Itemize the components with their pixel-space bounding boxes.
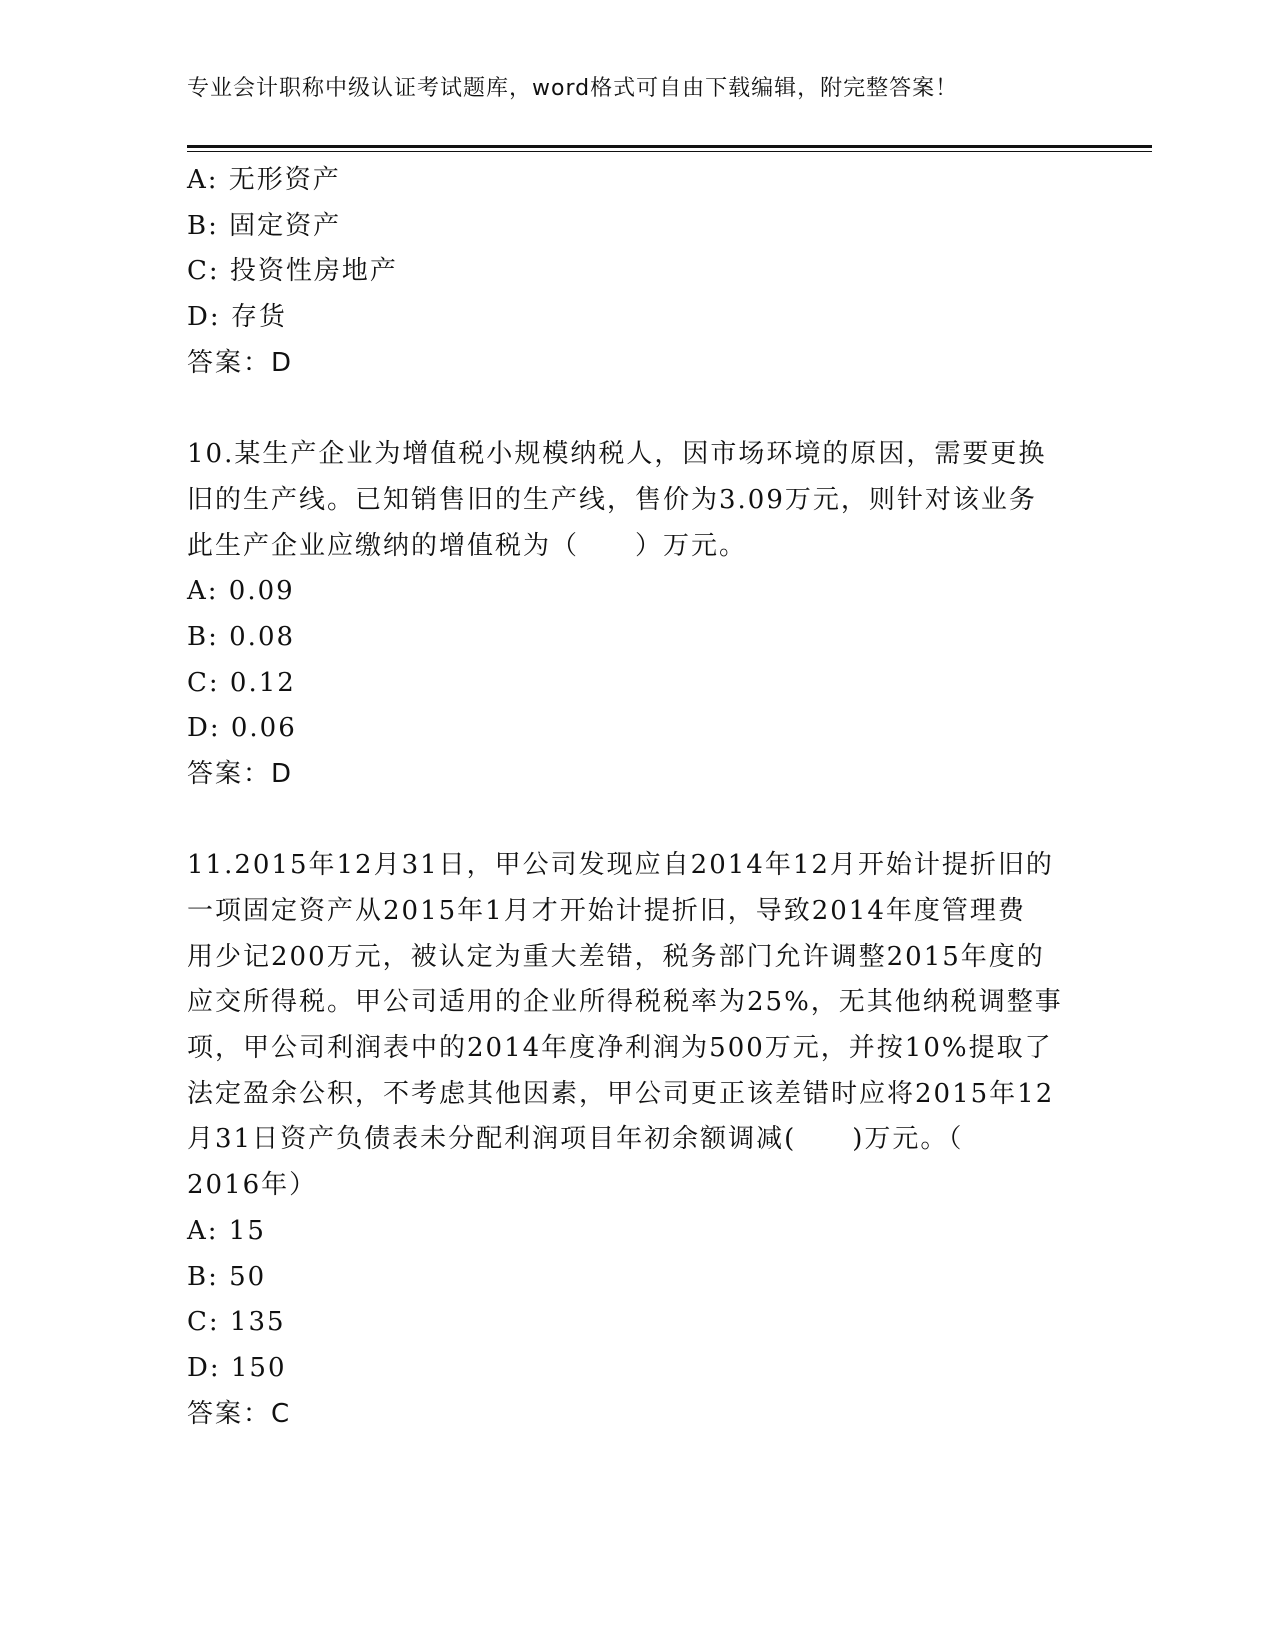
option-c: C: 135 [187, 1307, 286, 1338]
question-text-line: 一项固定资产从2015年1月才开始计提折旧，导致2014年度管理费 [187, 896, 1026, 926]
option-d: D: 0.06 [187, 713, 297, 744]
option-a: A: 15 [187, 1215, 266, 1246]
question-content [187, 158, 1087, 1437]
answer: 答案：C [187, 1398, 292, 1429]
option-a: A: 无形资产 [187, 165, 341, 195]
option-a: A: 0.09 [187, 576, 295, 607]
question-text-line: 应交所得税。甲公司适用的企业所得税税率为25%，无其他纳税调整事 [187, 987, 1063, 1018]
question-text-line: 月31日资产负债表未分配利润项目年初余额调减( )万元。（ [187, 1124, 964, 1155]
question-text-line: 旧的生产线。已知销售旧的生产线，售价为3.09万元，则针对该业务 [187, 484, 1037, 515]
option-b: B: 0.08 [187, 621, 296, 652]
option-b: B: 50 [187, 1261, 267, 1292]
question-11 [187, 843, 1087, 1437]
question-9 [187, 158, 1087, 386]
option-d: D: 150 [187, 1352, 287, 1383]
option-c: C: 0.12 [187, 667, 296, 698]
question-text-line: 11.2015年12月31日，甲公司发现应自2014年12月开始计提折旧的 [187, 850, 1054, 881]
header-rule-thick [187, 145, 1152, 148]
question-text-line: 用少记200万元，被认定为重大差错，税务部门允许调整2015年度的 [187, 941, 1045, 972]
question-text-line: 此生产企业应缴纳的增值税为（ ）万元。 [187, 530, 748, 561]
spacer [187, 798, 1087, 844]
question-text-line: 2016年） [187, 1170, 318, 1201]
option-d: D: 存货 [187, 302, 287, 333]
question-text-line: 项，甲公司利润表中的2014年度净利润为500万元，并按10%提取了 [187, 1033, 1053, 1064]
option-c: C: 投资性房地产 [187, 256, 398, 287]
header-rule-thin [187, 151, 1152, 152]
question-text-line: 10.某生产企业为增值税小规模纳税人，因市场环境的原因，需要更换 [187, 439, 1047, 470]
question-text-line: 法定盈余公积，不考虑其他因素，甲公司更正该差错时应将2015年12 [187, 1078, 1055, 1109]
option-b: B: 固定资产 [187, 210, 342, 241]
answer: 答案：D [187, 347, 294, 378]
question-10 [187, 432, 1087, 798]
answer: 答案：D [187, 758, 294, 789]
spacer [187, 386, 1087, 432]
page-header: 专业会计职称中级认证考试题库，word格式可自由下载编辑，附完整答案！ [187, 76, 959, 101]
